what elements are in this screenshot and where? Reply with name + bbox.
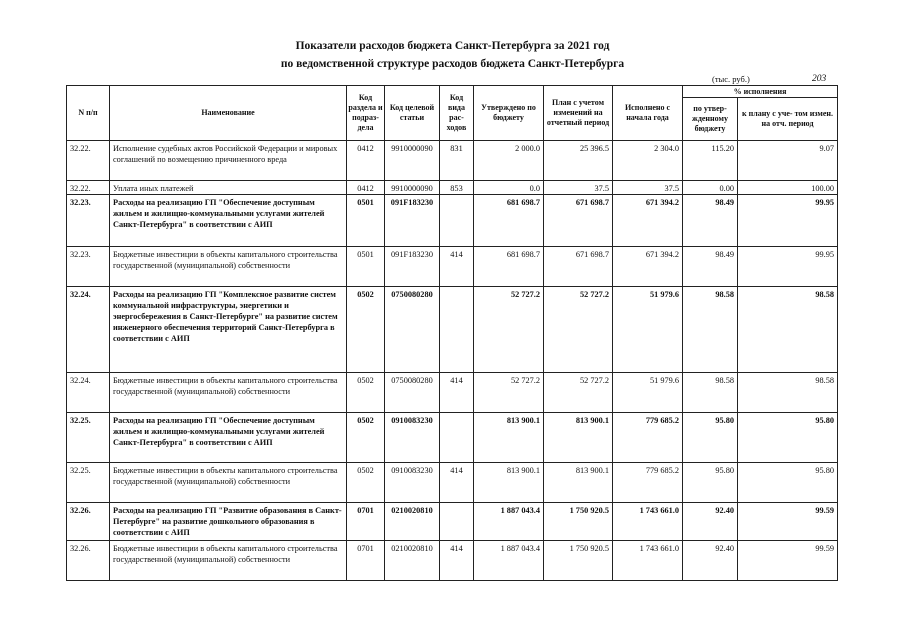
row-approved: 1 887 043.4 — [474, 541, 544, 581]
row-name: Расходы на реализацию ГП "Обеспечение доступным жильем и жилищно-коммунальными услугами жителей Санкт-Петербурга" в соответствии с АИП — [110, 413, 347, 463]
header-approved: Утверждено по бюджету — [474, 86, 544, 141]
row-exp-type: 414 — [440, 373, 474, 413]
row-executed: 1 743 661.0 — [613, 541, 683, 581]
table-header — [67, 86, 838, 141]
table-row — [67, 247, 838, 287]
row-name: Расходы на реализацию ГП "Обеспечение доступным жильем и жилищно-коммунальными услугами жителей Санкт-Петербурга" в соответствии с АИП — [110, 195, 347, 247]
row-approved: 681 698.7 — [474, 195, 544, 247]
header-execution-percent: % исполнения — [683, 86, 838, 98]
row-section: 0502 — [347, 413, 385, 463]
row-executed: 779 685.2 — [613, 413, 683, 463]
row-section: 0502 — [347, 287, 385, 373]
row-section: 0501 — [347, 195, 385, 247]
row-executed: 671 394.2 — [613, 247, 683, 287]
row-executed: 37.5 — [613, 181, 683, 195]
row-section: 0701 — [347, 503, 385, 541]
header-plan: План с учетом изменений на отчетный период — [544, 86, 613, 141]
row-pct-approved: 115.20 — [683, 141, 738, 181]
row-executed: 2 304.0 — [613, 141, 683, 181]
row-plan: 813 900.1 — [544, 413, 613, 463]
row-name: Бюджетные инвестиции в объекты капитального строительства государственной (муниципальной) собственности — [110, 247, 347, 287]
row-plan: 671 698.7 — [544, 195, 613, 247]
table-row — [67, 195, 838, 247]
row-plan: 1 750 920.5 — [544, 541, 613, 581]
row-section: 0412 — [347, 181, 385, 195]
row-plan: 52 727.2 — [544, 287, 613, 373]
row-pct-approved: 98.58 — [683, 373, 738, 413]
row-exp-type — [440, 503, 474, 541]
expenses-table — [66, 85, 838, 581]
row-pct-plan: 95.80 — [738, 463, 838, 503]
row-target: 0750080280 — [385, 287, 440, 373]
table-row — [67, 141, 838, 181]
table-row — [67, 373, 838, 413]
row-num: 32.23. — [67, 247, 110, 287]
row-pct-plan: 99.95 — [738, 195, 838, 247]
row-exp-type: 853 — [440, 181, 474, 195]
header-name: Наименование — [110, 86, 347, 141]
row-pct-approved: 95.80 — [683, 413, 738, 463]
row-name: Исполнение судебных актов Российской Федерации и мировых соглашений по возмещению причиненного вреда — [110, 141, 347, 181]
row-num: 32.26. — [67, 503, 110, 541]
row-name: Расходы на реализацию ГП "Развитие образования в Санкт-Петербурге" на развитие дошкольного образования в соответствии с АИП — [110, 503, 347, 541]
row-num: 32.26. — [67, 541, 110, 581]
row-target: 091F183230 — [385, 195, 440, 247]
row-executed: 51 979.6 — [613, 287, 683, 373]
row-pct-plan: 99.59 — [738, 503, 838, 541]
row-approved: 1 887 043.4 — [474, 503, 544, 541]
row-target: 0750080280 — [385, 373, 440, 413]
table-row — [67, 287, 838, 373]
row-exp-type: 414 — [440, 247, 474, 287]
row-plan: 52 727.2 — [544, 373, 613, 413]
header-expense-type-code: Код вида рас- ходов — [440, 86, 474, 141]
row-section: 0501 — [347, 247, 385, 287]
row-num: 32.22. — [67, 181, 110, 195]
row-exp-type: 414 — [440, 541, 474, 581]
table-body — [67, 141, 838, 581]
row-num: 32.24. — [67, 373, 110, 413]
row-executed: 779 685.2 — [613, 463, 683, 503]
row-pct-plan: 95.80 — [738, 413, 838, 463]
table-row — [67, 181, 838, 195]
table-row — [67, 413, 838, 463]
row-pct-approved: 95.80 — [683, 463, 738, 503]
row-num: 32.25. — [67, 463, 110, 503]
row-num: 32.25. — [67, 413, 110, 463]
header-section-code: Код раздела и подраз- дела — [347, 86, 385, 141]
row-plan: 37.5 — [544, 181, 613, 195]
row-plan: 671 698.7 — [544, 247, 613, 287]
row-target: 9910000090 — [385, 141, 440, 181]
row-target: 0910083230 — [385, 463, 440, 503]
row-pct-plan: 100.00 — [738, 181, 838, 195]
row-pct-plan: 99.59 — [738, 541, 838, 581]
row-approved: 681 698.7 — [474, 247, 544, 287]
table-row — [67, 503, 838, 541]
row-exp-type — [440, 413, 474, 463]
row-approved: 813 900.1 — [474, 463, 544, 503]
row-plan: 25 396.5 — [544, 141, 613, 181]
row-exp-type — [440, 287, 474, 373]
row-approved: 0.0 — [474, 181, 544, 195]
row-pct-approved: 92.40 — [683, 541, 738, 581]
header-pct-plan: к плану с уче- том измен. на отч. период — [738, 98, 838, 141]
report-title: Показатели расходов бюджета Санкт-Петербурга за 2021 год — [295, 40, 610, 52]
row-plan: 813 900.1 — [544, 463, 613, 503]
page-number: 203 — [812, 74, 827, 84]
header-target-code: Код целевой статьи — [385, 86, 440, 141]
row-target: 0910083230 — [385, 413, 440, 463]
row-section: 0502 — [347, 373, 385, 413]
header-num: N п/п — [67, 86, 110, 141]
report-subtitle: по ведомственной структуре расходов бюджета Санкт-Петербурга — [280, 58, 625, 70]
row-exp-type: 831 — [440, 141, 474, 181]
row-name: Бюджетные инвестиции в объекты капитального строительства государственной (муниципальной) собственности — [110, 373, 347, 413]
row-num: 32.23. — [67, 195, 110, 247]
row-approved: 2 000.0 — [474, 141, 544, 181]
row-name: Бюджетные инвестиции в объекты капитального строительства государственной (муниципальной) собственности — [110, 541, 347, 581]
row-target: 0210020810 — [385, 503, 440, 541]
row-pct-plan: 9.07 — [738, 141, 838, 181]
row-exp-type — [440, 195, 474, 247]
row-executed: 671 394.2 — [613, 195, 683, 247]
row-plan: 1 750 920.5 — [544, 503, 613, 541]
row-target: 0210020810 — [385, 541, 440, 581]
row-exp-type: 414 — [440, 463, 474, 503]
row-executed: 1 743 661.0 — [613, 503, 683, 541]
row-name: Расходы на реализацию ГП "Комплексное развитие систем коммунальной инфраструктуры, энергетики и энергосбережения в Санкт-Петербурге" на развитие систем инженерного обеспечения территорий Санкт-Петербурга в соответствии с АИП — [110, 287, 347, 373]
row-name: Уплата иных платежей — [110, 181, 347, 195]
row-approved: 813 900.1 — [474, 413, 544, 463]
units-label: (тыс. руб.) — [712, 74, 750, 84]
table-row — [67, 541, 838, 581]
row-pct-approved: 92.40 — [683, 503, 738, 541]
row-num: 32.22. — [67, 141, 110, 181]
row-section: 0701 — [347, 541, 385, 581]
row-pct-approved: 98.58 — [683, 287, 738, 373]
row-approved: 52 727.2 — [474, 287, 544, 373]
row-pct-plan: 98.58 — [738, 373, 838, 413]
row-approved: 52 727.2 — [474, 373, 544, 413]
row-pct-plan: 98.58 — [738, 287, 838, 373]
row-pct-approved: 98.49 — [683, 195, 738, 247]
row-target: 9910000090 — [385, 181, 440, 195]
row-num: 32.24. — [67, 287, 110, 373]
row-section: 0412 — [347, 141, 385, 181]
row-executed: 51 979.6 — [613, 373, 683, 413]
header-executed: Исполнено с начала года — [613, 86, 683, 141]
row-name: Бюджетные инвестиции в объекты капитального строительства государственной (муниципальной) собственности — [110, 463, 347, 503]
row-pct-approved: 0.00 — [683, 181, 738, 195]
header-pct-approved: по утвер- жденному бюджету — [683, 98, 738, 141]
row-pct-approved: 98.49 — [683, 247, 738, 287]
row-section: 0502 — [347, 463, 385, 503]
row-pct-plan: 99.95 — [738, 247, 838, 287]
row-target: 091F183230 — [385, 247, 440, 287]
table-row — [67, 463, 838, 503]
